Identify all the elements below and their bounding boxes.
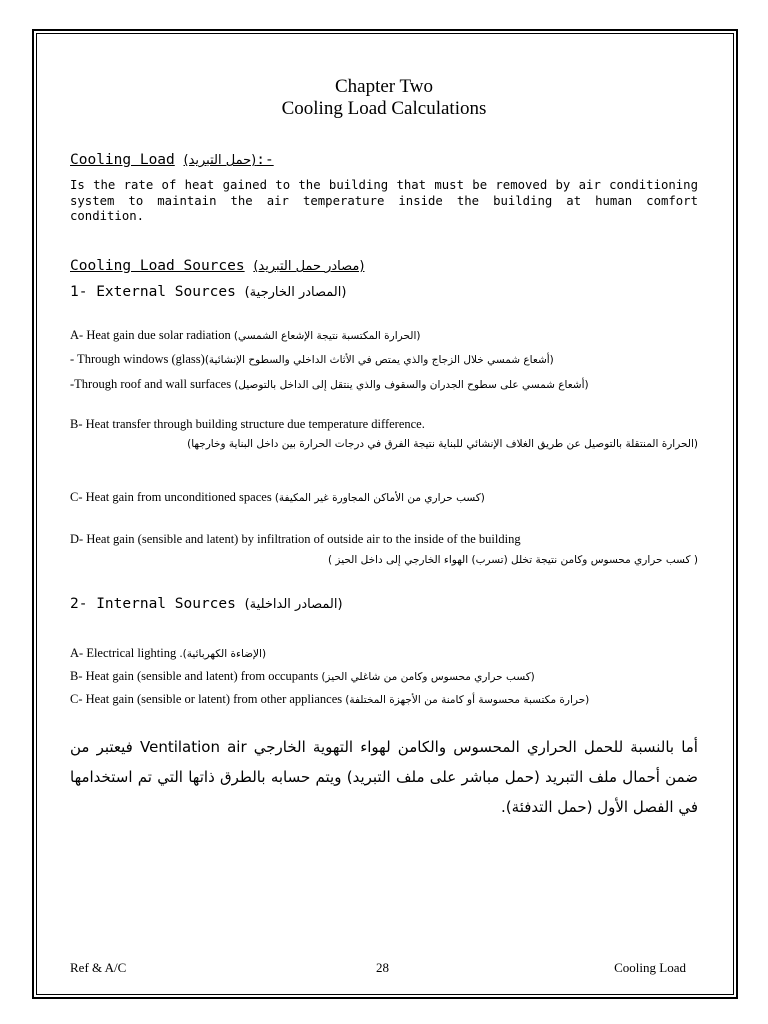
- footer-right: Cooling Load: [614, 960, 686, 975]
- external-item-a-ar: (الحرارة المكتسبة نتيجة الإشعاع الشمسي): [233, 330, 421, 342]
- internal-item-b-en: B- Heat gain (sensible and latent) from occupants: [70, 669, 319, 683]
- external-item-a1: [70, 352, 698, 367]
- ventilation-note: أما بالنسبة للحمل الحراري المحسوس والكامن لهواء التهوية الخارجي Ventilation air فيعتبر من ضمن أحمال ملف التبريد (حمل مباشر على ملف التبريد) ويتم حسابه بالطرق ذاتها التي تم استخدامها في الفصل الأول (حمل التدفئة).: [70, 738, 698, 816]
- internal-heading: [70, 596, 698, 612]
- internal-heading-en: 2- Internal Sources: [70, 596, 236, 612]
- internal-item-b: [70, 669, 698, 684]
- external-item-a2-en: -Through roof and wall surfaces: [70, 377, 232, 391]
- internal-item-c-ar: (حرارة مكتسبة محسوسة أو كامنة من الأجهزة المختلفة): [345, 694, 590, 706]
- external-item-c: [70, 490, 698, 505]
- cooling-load-heading: [70, 152, 698, 168]
- cooling-load-definition: Is the rate of heat gained to the building that must be removed by air conditioning system to maintain the air temperature inside the building at human comfort condition.: [70, 178, 698, 223]
- chapter-label: Chapter Two: [334, 76, 434, 97]
- external-item-b-ar: (الحرارة المنتقلة بالتوصيل عن طريق الغلاف الإنشائي للبناية نتيجة الفرق في درجات الحرارة بين داخل البناية وخارجها): [187, 438, 698, 450]
- external-heading-ar: (المصادر الخارجية): [244, 285, 347, 300]
- external-heading: [70, 284, 698, 300]
- external-item-a: [70, 328, 698, 343]
- chapter-title: Cooling Load Calculations: [281, 98, 487, 119]
- external-item-a1-en: - Through windows (glass): [70, 352, 205, 366]
- sources-heading: [70, 258, 698, 274]
- internal-item-a: [70, 646, 698, 661]
- external-item-a-en: A- Heat gain due solar radiation: [70, 328, 231, 342]
- external-item-c-en: C- Heat gain from unconditioned spaces: [70, 490, 272, 504]
- external-item-a1-ar: (أشعاع شمسي خلال الزجاج والذي يمتص في الأثاث الداخلي والسطوح الإنشائية): [204, 354, 554, 366]
- footer-left: Ref & A/C: [70, 960, 127, 975]
- internal-item-a-ar: (الإضاءة الكهربائية).: [179, 648, 267, 660]
- sources-heading-en: Cooling Load Sources: [70, 258, 245, 274]
- cooling-load-heading-suffix: :-: [256, 152, 274, 168]
- internal-heading-ar: (المصادر الداخلية): [244, 597, 343, 612]
- external-item-a2-ar: (أشعاع شمسي على سطوح الجدران والسقوف والذي ينتقل إلى الداخل بالتوصيل): [234, 379, 589, 391]
- external-heading-en: 1- External Sources: [70, 284, 236, 300]
- external-item-a2: [70, 377, 698, 392]
- external-item-d-ar: ( كسب حراري محسوس وكامن نتيجة تخلل (تسرب) الهواء الخارجي إلى داخل الحيز ): [327, 554, 698, 566]
- sources-heading-ar: (مصادر حمل التبريد): [253, 259, 365, 274]
- footer-page-number: 28: [376, 960, 389, 975]
- internal-item-a-en: A- Electrical lighting: [70, 646, 177, 660]
- internal-item-b-ar: (كسب حراري محسوس وكامن من شاغلي الحيز): [321, 671, 535, 683]
- external-item-d-en: D- Heat gain (sensible and latent) by infiltration of outside air to the inside of the building: [70, 532, 521, 546]
- internal-item-c: [70, 692, 698, 707]
- cooling-load-heading-ar: (حمل التبريد): [183, 153, 257, 168]
- external-item-c-ar: (كسب حراري من الأماكن المجاورة غير المكيفة): [274, 492, 485, 504]
- external-item-b-en: B- Heat transfer through building structure due temperature difference.: [70, 417, 425, 431]
- internal-item-c-en: C- Heat gain (sensible or latent) from other appliances: [70, 692, 343, 706]
- cooling-load-heading-en: Cooling Load: [70, 152, 175, 168]
